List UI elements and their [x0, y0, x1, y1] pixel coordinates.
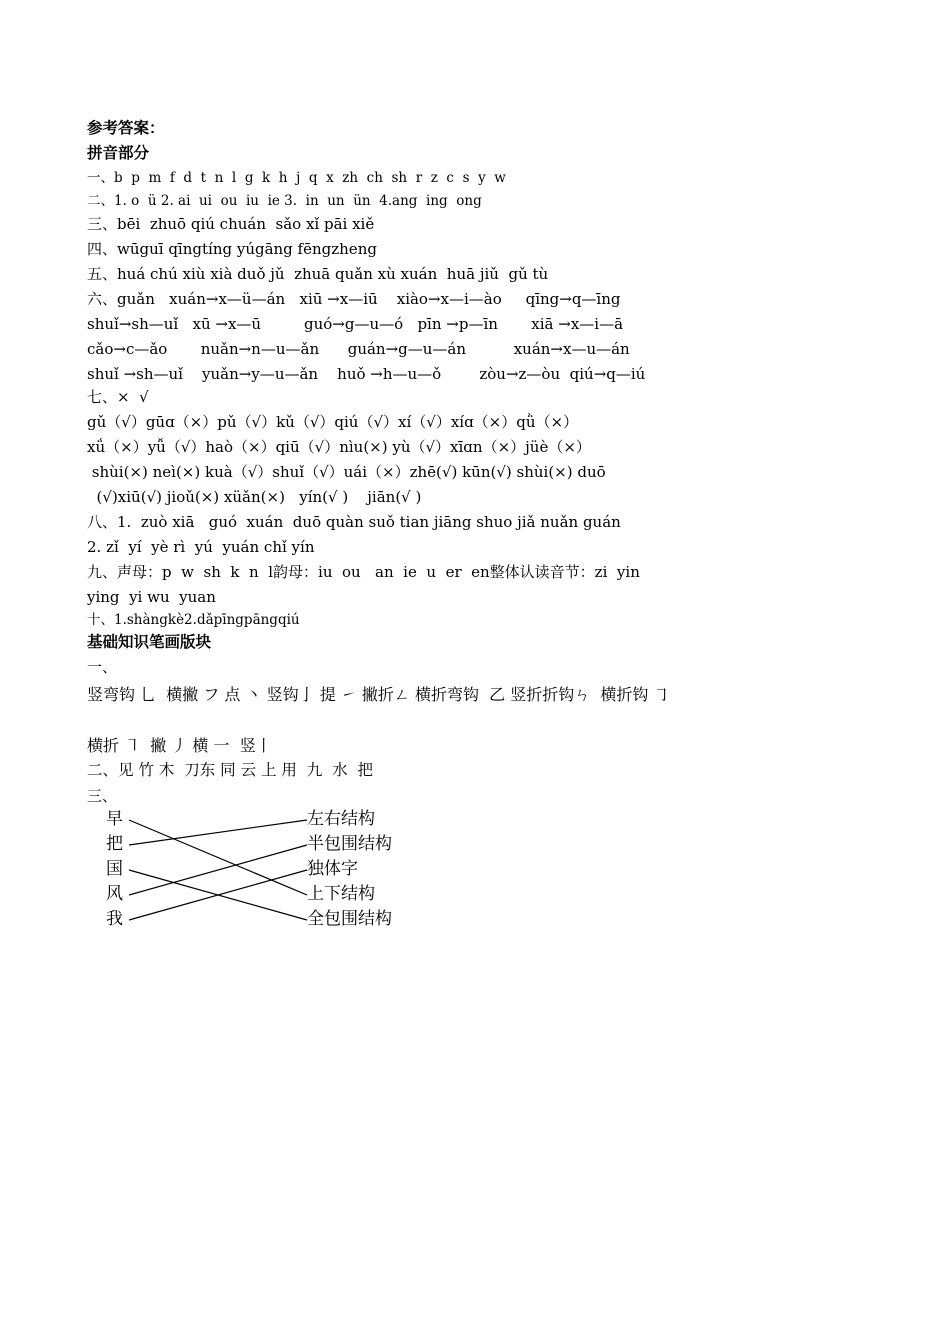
right-word-4: 全包围结构	[307, 909, 392, 929]
answer-line-8: 八、1. zuò xiā guó xuán duō quàn suǒ tian jiāng shuo jiǎ nuǎn guán	[87, 513, 621, 531]
left-word-1: 把	[106, 834, 123, 854]
answer-line-9: 九、声母：p w sh k n l韵母：iu ou an ie u er en整体认读音节：zi yin	[87, 563, 640, 581]
stroke-names-line-1: 竖弯钩 乚 横撇 フ 点 丶 竖钩亅 提 ㇀ 撇折ㄥ 横折弯钩 乙 竖折折钩ㄣ 横折钩 ㇆	[87, 685, 670, 704]
answer-line-san: 三、	[87, 787, 118, 805]
connector-line-2	[129, 870, 307, 920]
answer-line-3: 三、bēi zhuō qiú chuán sǎo xǐ pāi xiě	[87, 215, 375, 233]
right-word-3: 上下结构	[307, 884, 375, 904]
stroke-names-line-2: 横折 ㇕ 撇 丿 横 一 竖丨	[87, 736, 272, 755]
answer-line-4: 四、wūguī qīngtíng yúgāng fēngzheng	[87, 240, 377, 258]
answer-line-10: 十、1.shàngkè2.dǎpīngpāngqiú	[87, 612, 300, 628]
connector-line-1	[129, 820, 307, 845]
answer-line-9b: ying yi wu yuan	[87, 588, 216, 606]
section-heading-pinyin: 拼音部分	[87, 144, 150, 162]
answer-line-6c: cǎo→c—ǎo nuǎn→n—u—ǎn guán→g—u—án xuán→x—u—án	[87, 340, 630, 358]
answer-line-2: 二、1. o ü 2. ai ui ou iu ie 3. in un ün 4.ang ing ong	[87, 193, 482, 209]
right-word-0: 左右结构	[307, 809, 375, 829]
connector-line-0	[129, 820, 307, 895]
right-word-1: 半包围结构	[307, 834, 392, 854]
answer-line-7c: shùi(×) neì(×) kuà（√）shuǐ（√）uái（×）zhē(√) kūn(√) shùi(×) duō	[87, 463, 606, 481]
answer-line-6: 六、guǎn xuán→x—ü—án xiū →x—iū xiào→x—i—ào qīng→q—īng	[87, 290, 621, 308]
answer-line-6d: shuǐ →sh—uǐ yuǎn→y—u—ǎn huǒ →h—u—ǒ zòu→z—òu qiú→q—iú	[87, 365, 646, 383]
answer-line-5: 五、huá chú xiù xià duǒ jǔ zhuā quǎn xù xuán huā jiǔ gǔ tù	[87, 265, 549, 283]
left-word-3: 风	[106, 884, 123, 904]
answer-line-er: 二、见 竹 木 刀东 同 云 上 用 九 水 把	[87, 761, 373, 779]
section-heading-strokes: 基础知识笔画版块	[87, 633, 212, 651]
answer-line-7: 七、× √	[87, 388, 149, 406]
left-word-2: 国	[106, 859, 123, 879]
answer-line-8b: 2. zǐ yí yè rì yú yuán chǐ yín	[87, 538, 315, 556]
left-word-4: 我	[106, 909, 123, 929]
answer-line-7b: xǘ（×）yǚ（√）haò（×）qiū（√）nìu(×) yù（√）xīɑn（×）jüè（×）	[87, 438, 591, 456]
right-word-2: 独体字	[307, 859, 358, 879]
page-title: 参考答案：	[87, 119, 165, 137]
answer-line-7d: (√)xiū(√) jioǔ(×) xüǎn(×) yín(√ ) jiān(√ )	[87, 488, 422, 506]
connector-line-3	[129, 845, 307, 895]
connector-line-4	[129, 870, 307, 920]
left-word-0: 早	[106, 809, 123, 829]
answer-line-6b: shuǐ→sh—uǐ xū →x—ū guó→g—u—ó pīn →p—īn xiā →x—i—ā	[87, 315, 624, 333]
strokes-index: 一、	[87, 658, 118, 676]
answer-line-7a: gǔ（√）gūɑ（×）pǔ（√）kǔ（√）qiú（√）xí（√）xíɑ（×）qǜ（×）	[87, 413, 579, 431]
answer-line-1: 一、b p m f d t n l g k h j q x zh ch sh r z c s y w	[87, 170, 506, 186]
